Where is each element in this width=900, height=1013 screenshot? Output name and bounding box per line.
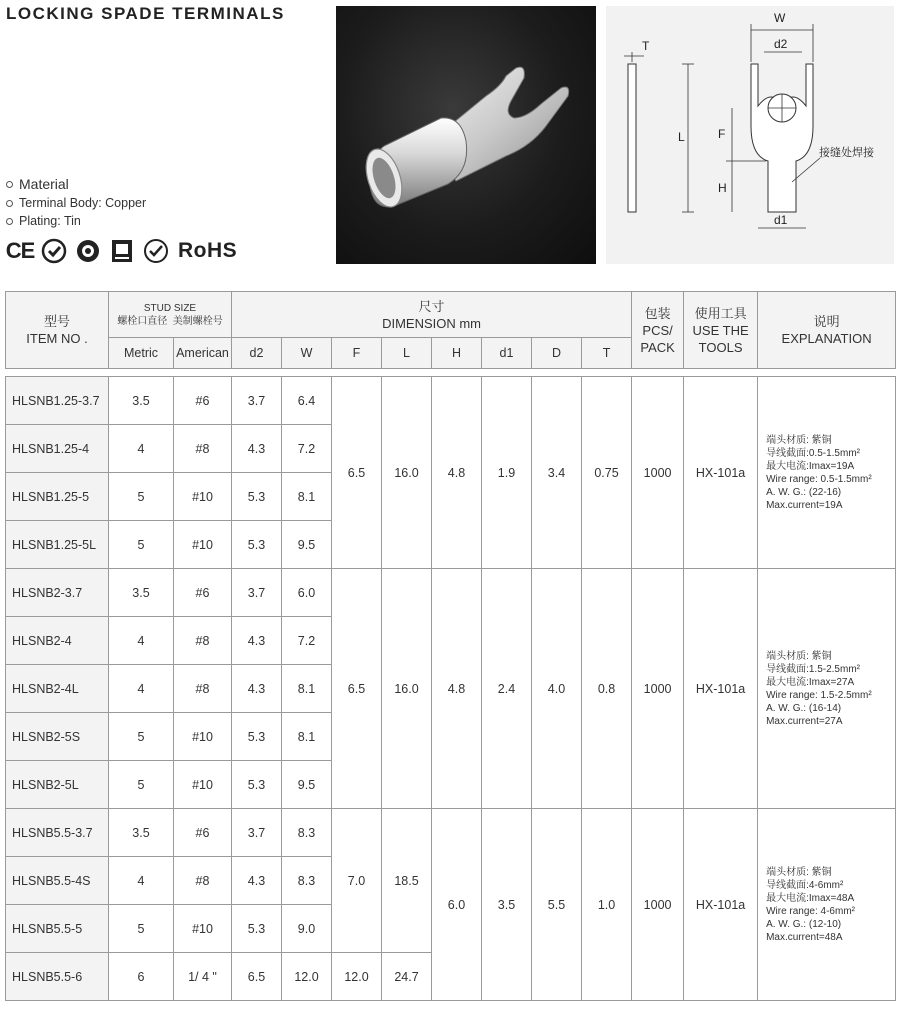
material-heading-text: Material [19, 176, 69, 192]
cell-item: HLSNB1.25-4 [6, 425, 109, 473]
cell-american: #8 [174, 857, 232, 905]
cell-tool: HX-101a [684, 809, 758, 1001]
cell-metric: 5 [109, 473, 174, 521]
header-d1: d1 [482, 338, 532, 369]
cell-w: 6.0 [282, 569, 332, 617]
header-item [6, 292, 109, 369]
cell-item: HLSNB2-3.7 [6, 569, 109, 617]
cell-american: #6 [174, 809, 232, 857]
header-pack-cn: 包装 [644, 305, 671, 321]
cell-d2: 3.7 [232, 569, 282, 617]
cell-metric: 3.5 [109, 377, 174, 425]
cell-d2: 3.7 [232, 809, 282, 857]
iso-seal-icon [74, 238, 102, 264]
header-american: American [174, 338, 232, 369]
cell-item: HLSNB5.5-5 [6, 905, 109, 953]
sgs-seal-icon [142, 238, 170, 264]
cell-d2: 4.3 [232, 665, 282, 713]
cell-american: #8 [174, 665, 232, 713]
bullet-icon [6, 218, 13, 225]
material-plating [6, 212, 146, 230]
material-body-text: Terminal Body: Copper [19, 196, 147, 210]
label-l: L [678, 130, 685, 144]
table-row [6, 569, 896, 617]
header-metric: Metric [109, 338, 174, 369]
cell-american: 1/ 4 " [174, 953, 232, 1001]
table-row [6, 809, 896, 857]
header-f: F [332, 338, 382, 369]
header-pack [632, 292, 684, 369]
header-l: L [382, 338, 432, 369]
cell-f: 6.5 [332, 377, 382, 569]
header-dimension [232, 292, 632, 338]
header-explanation-cn: 说明 [813, 314, 840, 329]
label-d1: d1 [774, 213, 788, 227]
rohs-logo: RoHS [178, 239, 238, 262]
cell-d2: 5.3 [232, 473, 282, 521]
cell-tool: HX-101a [684, 377, 758, 569]
table-row [6, 377, 896, 425]
cell-item: HLSNB2-5S [6, 713, 109, 761]
cell-w: 8.3 [282, 809, 332, 857]
cell-american: #6 [174, 377, 232, 425]
cell-item: HLSNB2-4L [6, 665, 109, 713]
cell-l: 16.0 [382, 569, 432, 809]
cell-american: #6 [174, 569, 232, 617]
cell-d2: 4.3 [232, 425, 282, 473]
label-f: F [718, 127, 726, 141]
header-d: D [532, 338, 582, 369]
cell-d1: 3.5 [482, 809, 532, 1001]
header-item-en: ITEM NO . [26, 331, 88, 346]
cell-d1: 2.4 [482, 569, 532, 809]
header-tools-cn: 使用工具 [694, 305, 747, 321]
table-header-row [6, 292, 896, 338]
cell-item: HLSNB2-4 [6, 617, 109, 665]
cell-pack: 1000 [632, 809, 684, 1001]
cell-w: 9.5 [282, 521, 332, 569]
cell-american: #10 [174, 761, 232, 809]
cell-w: 7.2 [282, 425, 332, 473]
header-stud-american-cn: 美制螺栓号 [172, 315, 223, 327]
cell-w: 9.0 [282, 905, 332, 953]
cell-item: HLSNB5.5-6 [6, 953, 109, 1001]
header-t: T [582, 338, 632, 369]
cell-d: 4.0 [532, 569, 582, 809]
label-h: H [718, 181, 727, 195]
cell-item: HLSNB2-5L [6, 761, 109, 809]
cell-w: 7.2 [282, 617, 332, 665]
cell-item: HLSNB5.5-4S [6, 857, 109, 905]
cell-d: 5.5 [532, 809, 582, 1001]
cell-d2: 5.3 [232, 521, 282, 569]
header-tools-en2: TOOLS [698, 339, 743, 355]
header-pack-en1: PCS/ [642, 322, 673, 338]
material-info [6, 174, 146, 230]
cell-explanation: 端头材质: 紫铜 导线截面:0.5-1.5mm² 最大电流:Imax=19A Wire range: 0.5-1.5mm² A. W. G.: (22-16) Max.current=19A [758, 377, 896, 569]
material-heading [6, 174, 146, 194]
cell-t: 0.75 [582, 377, 632, 569]
header-d2: d2 [232, 338, 282, 369]
header-item-cn: 型号 [43, 314, 70, 329]
cell-l: 24.7 [382, 953, 432, 1001]
cell-h: 4.8 [432, 569, 482, 809]
cell-t: 0.8 [582, 569, 632, 809]
cell-metric: 4 [109, 617, 174, 665]
cell-item: HLSNB1.25-5L [6, 521, 109, 569]
page-title: LOCKING SPADE TERMINALS [6, 4, 285, 23]
cell-f: 12.0 [332, 953, 382, 1001]
cell-american: #10 [174, 473, 232, 521]
ccc-seal-icon [40, 238, 68, 264]
technical-drawing [606, 6, 894, 264]
cell-american: #8 [174, 425, 232, 473]
cell-item: HLSNB5.5-3.7 [6, 809, 109, 857]
cell-f: 6.5 [332, 569, 382, 809]
dimension-diagram-icon [606, 6, 894, 264]
header-dimension-en: DIMENSION mm [382, 315, 482, 331]
cell-d2: 4.3 [232, 857, 282, 905]
label-d2: d2 [774, 37, 788, 51]
cell-pack: 1000 [632, 569, 684, 809]
cell-tool: HX-101a [684, 569, 758, 809]
product-photo [336, 6, 596, 264]
cell-w: 9.5 [282, 761, 332, 809]
header-stud-title: STUD SIZE [143, 302, 197, 314]
cell-american: #8 [174, 617, 232, 665]
cell-w: 12.0 [282, 953, 332, 1001]
header-stud-size [109, 292, 232, 338]
cell-d2: 5.3 [232, 761, 282, 809]
bullet-icon [6, 181, 13, 188]
cell-american: #10 [174, 905, 232, 953]
cell-f: 7.0 [332, 809, 382, 953]
cell-metric: 5 [109, 521, 174, 569]
spade-terminal-photo-icon [336, 6, 596, 264]
spec-table [5, 291, 896, 1001]
cell-metric: 5 [109, 761, 174, 809]
header-pack-en2: PACK [640, 339, 675, 355]
cell-w: 8.3 [282, 857, 332, 905]
cell-d1: 1.9 [482, 377, 532, 569]
cell-metric: 5 [109, 905, 174, 953]
label-weld: 接缝处焊接 [819, 147, 874, 159]
material-body [6, 194, 146, 212]
cell-item: HLSNB1.25-5 [6, 473, 109, 521]
cell-metric: 3.5 [109, 569, 174, 617]
cell-metric: 4 [109, 665, 174, 713]
cell-w: 8.1 [282, 713, 332, 761]
header-stud-metric-cn: 螺栓口直径 [117, 315, 168, 327]
cell-item: HLSNB1.25-3.7 [6, 377, 109, 425]
cell-d2: 3.7 [232, 377, 282, 425]
quality-cert-icon [108, 238, 136, 264]
cell-metric: 6 [109, 953, 174, 1001]
header-h: H [432, 338, 482, 369]
header-stud-cn [109, 315, 231, 328]
label-w: W [774, 11, 786, 25]
cell-d2: 5.3 [232, 713, 282, 761]
cell-h: 6.0 [432, 809, 482, 1001]
cell-w: 6.4 [282, 377, 332, 425]
certification-logos [6, 238, 237, 264]
cell-american: #10 [174, 521, 232, 569]
bullet-icon [6, 200, 13, 207]
table-spacer [6, 369, 896, 377]
cell-d2: 6.5 [232, 953, 282, 1001]
header-explanation-en: EXPLANATION [781, 331, 872, 346]
cell-d2: 5.3 [232, 905, 282, 953]
cell-metric: 3.5 [109, 809, 174, 857]
header-w: W [282, 338, 332, 369]
material-plating-text: Plating: Tin [19, 214, 81, 228]
cell-metric: 4 [109, 425, 174, 473]
cell-explanation: 端头材质: 紫铜 导线截面:1.5-2.5mm² 最大电流:Imax=27A Wire range: 1.5-2.5mm² A. W. G.: (16-14) Max.current=27A [758, 569, 896, 809]
cell-d: 3.4 [532, 377, 582, 569]
cell-pack: 1000 [632, 377, 684, 569]
cell-explanation: 端头材质: 紫铜 导线截面:4-6mm² 最大电流:Imax=48A Wire range: 4-6mm² A. W. G.: (12-10) Max.current=48A [758, 809, 896, 1001]
cell-metric: 5 [109, 713, 174, 761]
cell-l: 16.0 [382, 377, 432, 569]
header-explanation [758, 292, 896, 369]
header-tools [684, 292, 758, 369]
label-t: T [642, 39, 650, 53]
cell-h: 4.8 [432, 377, 482, 569]
cell-metric: 4 [109, 857, 174, 905]
cell-w: 8.1 [282, 473, 332, 521]
header-tools-en1: USE THE [692, 322, 749, 338]
cell-w: 8.1 [282, 665, 332, 713]
cell-american: #10 [174, 713, 232, 761]
cell-t: 1.0 [582, 809, 632, 1001]
ce-mark-icon: CE [5, 238, 35, 263]
cell-d2: 4.3 [232, 617, 282, 665]
header-dimension-cn: 尺寸 [418, 298, 445, 314]
cell-l: 18.5 [382, 809, 432, 953]
